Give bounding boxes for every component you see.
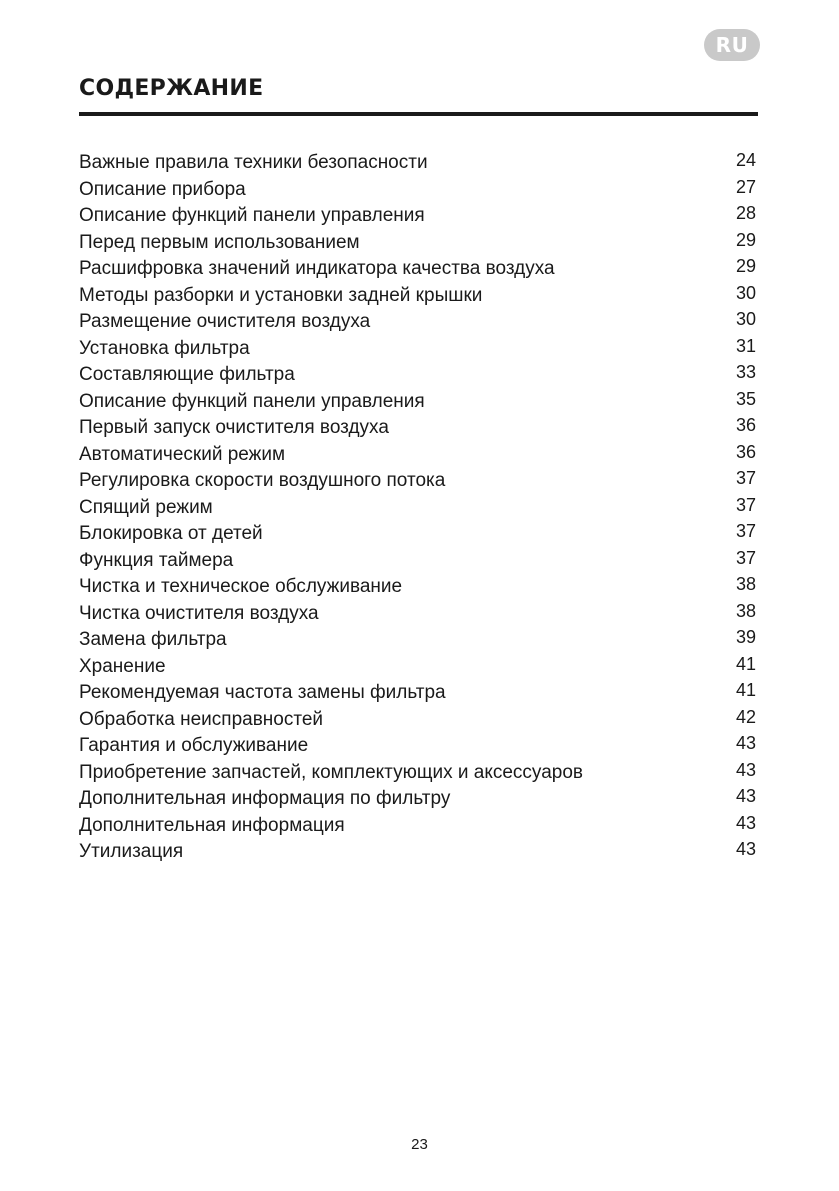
toc-entry-page: 38 bbox=[735, 574, 756, 594]
toc-entry-page: 41 bbox=[735, 653, 756, 674]
toc-entry-label: Чистка и техническое обслуживание bbox=[79, 576, 403, 597]
toc-entry-label: Составляющие фильтра bbox=[79, 364, 295, 385]
toc-entry-label: Первый запуск очистителя воздуха bbox=[79, 417, 389, 438]
toc-entry-page: 43 bbox=[735, 839, 756, 859]
toc-entry[interactable] bbox=[79, 335, 758, 362]
toc-entry-label: Описание функций панели управления bbox=[79, 390, 425, 412]
toc-entry-label: Размещение очистителя воздуха bbox=[79, 311, 371, 332]
toc-entry-label: Автоматический режим bbox=[79, 443, 286, 465]
toc-entry-label: Хранение bbox=[79, 655, 166, 677]
toc-entry[interactable] bbox=[79, 202, 758, 229]
toc-entry[interactable] bbox=[79, 229, 758, 256]
toc-entry[interactable] bbox=[79, 600, 758, 627]
page-number: 23 bbox=[411, 1136, 428, 1153]
toc-entry-label: Блокировка от детей bbox=[79, 523, 263, 544]
toc-entry-label: Приобретение запчастей, комплектующих и аксессуаров bbox=[79, 761, 584, 783]
toc-entry-label: Функция таймера bbox=[79, 549, 234, 571]
toc-entry-page: 39 bbox=[735, 627, 756, 647]
toc-entry[interactable] bbox=[79, 441, 758, 468]
toc-entry-label: Перед первым использованием bbox=[79, 231, 360, 253]
toc-entry-page: 43 bbox=[735, 812, 756, 833]
toc-entry-page: 36 bbox=[735, 415, 756, 435]
toc-entry-page: 29 bbox=[735, 229, 756, 250]
toc-entry-label: Установка фильтра bbox=[79, 337, 250, 359]
toc-entry-label: Рекомендуемая частота замены фильтра bbox=[79, 682, 446, 703]
toc-entry-page: 24 bbox=[735, 150, 756, 170]
toc-entry[interactable] bbox=[79, 149, 758, 176]
toc-entry-page: 43 bbox=[735, 759, 756, 780]
toc-entry[interactable] bbox=[79, 759, 758, 786]
toc-entry-label: Регулировка скорости воздушного потока bbox=[79, 470, 446, 491]
toc-entry-label: Важные правила техники безопасности bbox=[79, 152, 428, 173]
toc-entry[interactable] bbox=[79, 414, 758, 441]
toc-entry[interactable] bbox=[79, 573, 758, 600]
language-badge: RU bbox=[704, 29, 760, 61]
toc-entry-page: 41 bbox=[735, 680, 756, 700]
toc-entry[interactable] bbox=[79, 176, 758, 203]
toc-entry-page: 37 bbox=[735, 494, 756, 515]
toc-entry-label: Спящий режим bbox=[79, 496, 213, 518]
toc-entry-page: 37 bbox=[735, 521, 756, 541]
toc-entry-page: 31 bbox=[735, 335, 756, 356]
toc-entry[interactable] bbox=[79, 838, 758, 865]
toc-entry[interactable] bbox=[79, 494, 758, 521]
toc-entry-label: Чистка очистителя воздуха bbox=[79, 602, 319, 624]
toc-entry-page: 37 bbox=[735, 468, 756, 488]
toc-entry-page: 36 bbox=[735, 441, 756, 462]
toc-entry-label: Дополнительная информация по фильтру bbox=[79, 788, 451, 809]
toc-entry[interactable] bbox=[79, 732, 758, 759]
toc-entry[interactable] bbox=[79, 308, 758, 335]
toc-entry[interactable] bbox=[79, 653, 758, 680]
toc-entry-label: Утилизация bbox=[79, 841, 184, 862]
toc-entry-page: 28 bbox=[735, 203, 756, 223]
toc-entry-label: Дополнительная информация bbox=[79, 814, 345, 836]
toc-entry[interactable] bbox=[79, 785, 758, 812]
toc-entry-page: 43 bbox=[735, 786, 756, 806]
toc-entry-label: Методы разборки и установки задней крышки bbox=[79, 284, 483, 306]
toc-entry-page: 38 bbox=[735, 600, 756, 621]
toc-entry-page: 30 bbox=[735, 309, 756, 329]
toc-entry-label: Описание прибора bbox=[79, 178, 246, 200]
toc-entry[interactable] bbox=[79, 361, 758, 388]
toc-entry[interactable] bbox=[79, 388, 758, 415]
toc-entry-label: Замена фильтра bbox=[79, 629, 227, 650]
page-title: СОДЕРЖАНИЕ bbox=[79, 76, 264, 101]
toc-entry-label: Обработка неисправностей bbox=[79, 708, 324, 730]
toc-entry-label: Расшифровка значений индикатора качества воздуха bbox=[79, 258, 555, 279]
table-of-contents bbox=[79, 149, 758, 865]
toc-entry[interactable] bbox=[79, 520, 758, 547]
title-divider bbox=[79, 112, 758, 116]
toc-entry-page: 33 bbox=[735, 362, 756, 382]
toc-entry-page: 35 bbox=[735, 388, 756, 409]
toc-entry[interactable] bbox=[79, 547, 758, 574]
toc-entry-page: 42 bbox=[735, 706, 756, 727]
toc-entry-page: 29 bbox=[735, 256, 756, 276]
toc-entry[interactable] bbox=[79, 706, 758, 733]
toc-entry-label: Гарантия и обслуживание bbox=[79, 735, 309, 756]
toc-entry-page: 37 bbox=[735, 547, 756, 568]
toc-entry[interactable] bbox=[79, 467, 758, 494]
toc-entry-page: 27 bbox=[735, 176, 756, 197]
toc-entry-page: 30 bbox=[735, 282, 756, 303]
toc-entry-page: 43 bbox=[735, 733, 756, 753]
toc-entry[interactable] bbox=[79, 679, 758, 706]
toc-entry[interactable] bbox=[79, 626, 758, 653]
toc-entry[interactable] bbox=[79, 255, 758, 282]
toc-entry-label: Описание функций панели управления bbox=[79, 205, 425, 226]
toc-entry[interactable] bbox=[79, 282, 758, 309]
toc-entry[interactable] bbox=[79, 812, 758, 839]
